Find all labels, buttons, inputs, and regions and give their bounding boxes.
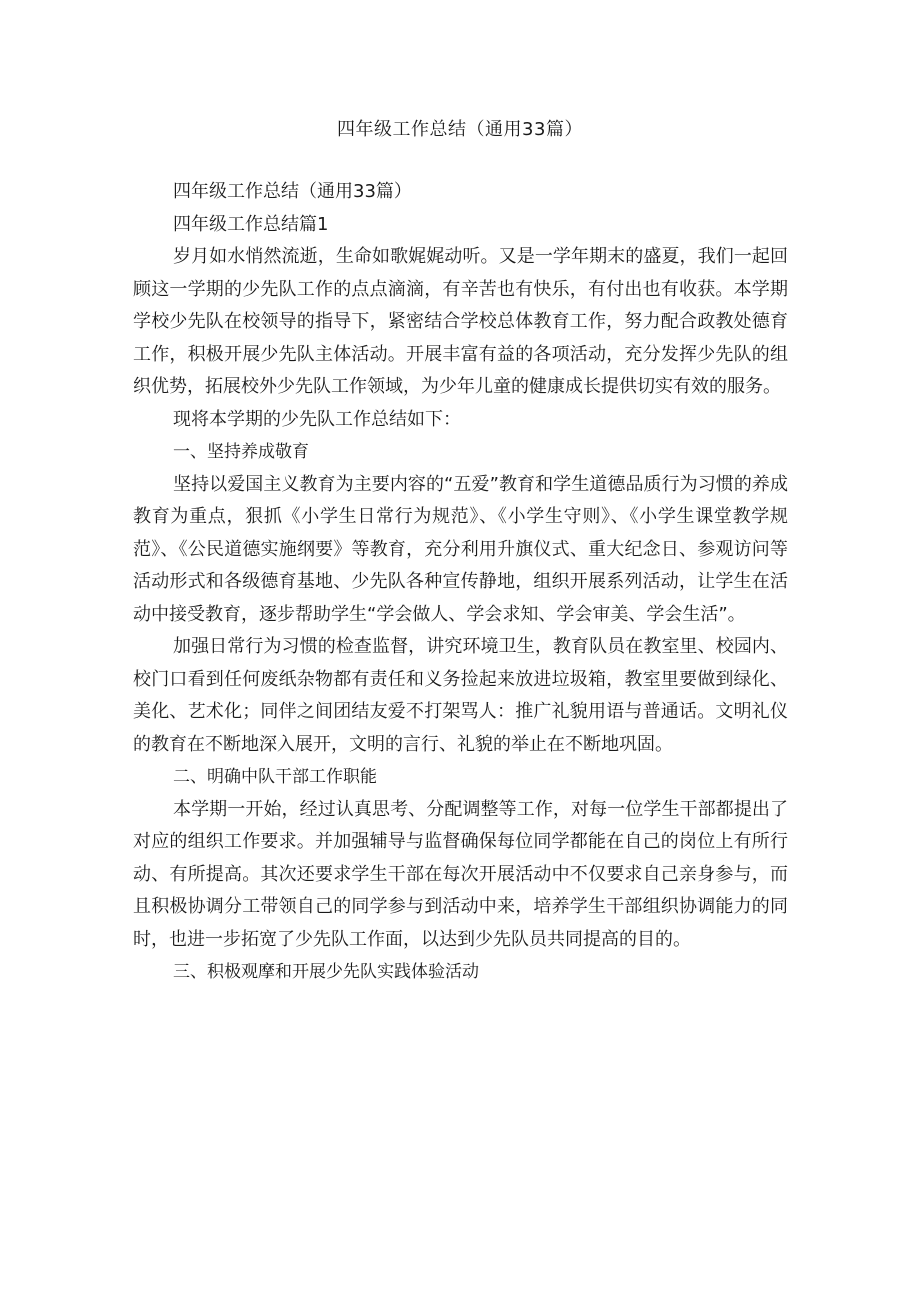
heading-two: 二、明确中队干部工作职能 — [173, 767, 377, 787]
body-paragraph: 本学期一开始，经过认真思考、分配调整等工作，对每一位学生干部都提出了对应的组织工作要求。并加强辅导与监督确保每位同学都能在自己的岗位上有所行动、有所提高。其次还要求学生干部在每次开展活动中不仅要求自己亲身参与，而且积极协调分工带领自己的同学参与到活动中来，培养学生干部组织协调能力的同时，也进一步拓宽了少先队工作面，以达到少先队员共同提高的目的。 — [133, 798, 788, 950]
document-body — [133, 176, 788, 989]
heading-one: 一、坚持养成敬育 — [173, 442, 309, 462]
body-paragraph: 加强日常行为习惯的检查监督，讲究环境卫生，教育队员在教室里、校园内、校门口看到任何废纸杂物都有责任和义务捡起来放进垃圾箱，教室里要做到绿化、美化、艺术化；同伴之间团结友爱不打架骂人：推广礼貌用语与普通话。文明礼仪的教育在不断地深入展开，文明的言行、礼貌的举止在不断地巩固。 — [133, 636, 788, 755]
subtitle-paragraph: 四年级工作总结（通用33篇） — [173, 181, 412, 202]
intro-paragraph: 岁月如水悄然流逝，生命如歌娓娓动听。又是一学年期末的盛夏，我们一起回顾这一学期的少先队工作的点点滴滴，有辛苦也有快乐，有付出也有收获。本学期学校少先队在校领导的指导下，紧密结合学校总体教育工作，努力配合政教处德育工作，积极开展少先队主体活动。开展丰富有益的各项活动，充分发挥少先队的组织优势，拓展校外少先队工作领域，为少年儿童的健康成长提供切实有效的服务。 — [133, 246, 788, 397]
section-title-paragraph: 四年级工作总结篇1 — [173, 213, 329, 235]
summary-lead-paragraph: 现将本学期的少先队工作总结如下： — [173, 408, 461, 430]
body-paragraph: 坚持以爱国主义教育为主要内容的“五爱”教育和学生道德品质行为习惯的养成教育为重点，狠抓《小学生日常行为规范》、《小学生守则》、《小学生课堂教学规范》、《公民道德实施纲要》等教育，充分利用升旗仪式、重大纪念日、参观访问等活动形式和各级德育基地、少先队各种宣传静地，组织开展系列活动，让学生在活动中接受教育，逐步帮助学生“学会做人、学会求知、学会审美、学会生活”。 — [133, 473, 788, 625]
document-title: 四年级工作总结（通用33篇） — [337, 119, 583, 140]
heading-three: 三、积极观摩和开展少先队实践体验活动 — [173, 962, 479, 982]
